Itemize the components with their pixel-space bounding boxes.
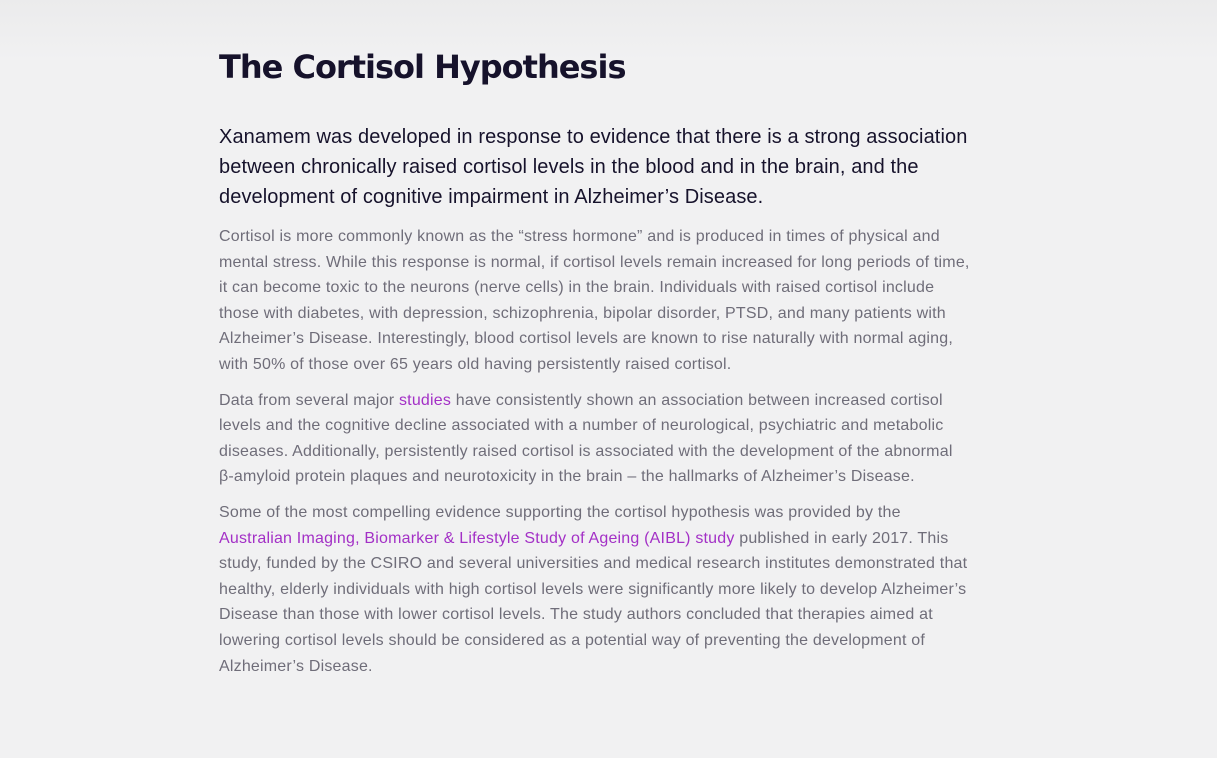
page-title: The Cortisol Hypothesis bbox=[219, 48, 626, 86]
paragraph-text: have consistently shown an association between increased cortisol levels and the cognitive decline associated with a number of neurological, psychiatric and metabolic diseases. Additionally, persistently raised cortisol is associated with the development of the abnormal β-amyloid protein plaques and neurotoxicity in the brain – the hallmarks of Alzheimer’s Disease. bbox=[219, 391, 953, 486]
paragraph-text: Some of the most compelling evidence supporting the cortisol hypothesis was provided by the bbox=[219, 503, 901, 521]
paragraph-text: published in early 2017. This study, funded by the CSIRO and several universities and medical research institutes demonstrated that healthy, elderly individuals with high cortisol levels were significantly more likely to develop Alzheimer’s Disease than those with lower cortisol levels. The study authors concluded that therapies aimed at lowering cortisol levels should be considered as a potential way of preventing the development of Alzheimer’s Disease. bbox=[219, 529, 968, 675]
body-paragraph-2 bbox=[219, 388, 971, 490]
article bbox=[219, 44, 971, 679]
paragraph-text: Data from several major bbox=[219, 391, 399, 409]
body-paragraph-1: Cortisol is more commonly known as the “stress hormone” and is produced in times of physical and mental stress. While this response is normal, if cortisol levels remain increased for long periods of time, it can become toxic to the neurons (nerve cells) in the brain. Individuals with raised cortisol include those with diabetes, with depression, schizophrenia, bipolar disorder, PTSD, and many patients with Alzheimer’s Disease. Interestingly, blood cortisol levels are known to rise naturally with normal aging, with 50% of those over 65 years old having persistently raised cortisol. bbox=[219, 228, 970, 373]
lead-paragraph: Xanamem was developed in response to evidence that there is a strong association between chronically raised cortisol levels in the blood and in the brain, and the development of cognitive impairment in Alzheimer’s Disease. bbox=[219, 126, 968, 208]
body-paragraph-3 bbox=[219, 500, 971, 679]
aibl-study-link[interactable]: Australian Imaging, Biomarker & Lifestyle Study of Ageing (AIBL) study bbox=[219, 529, 735, 547]
studies-link[interactable]: studies bbox=[398, 391, 452, 409]
